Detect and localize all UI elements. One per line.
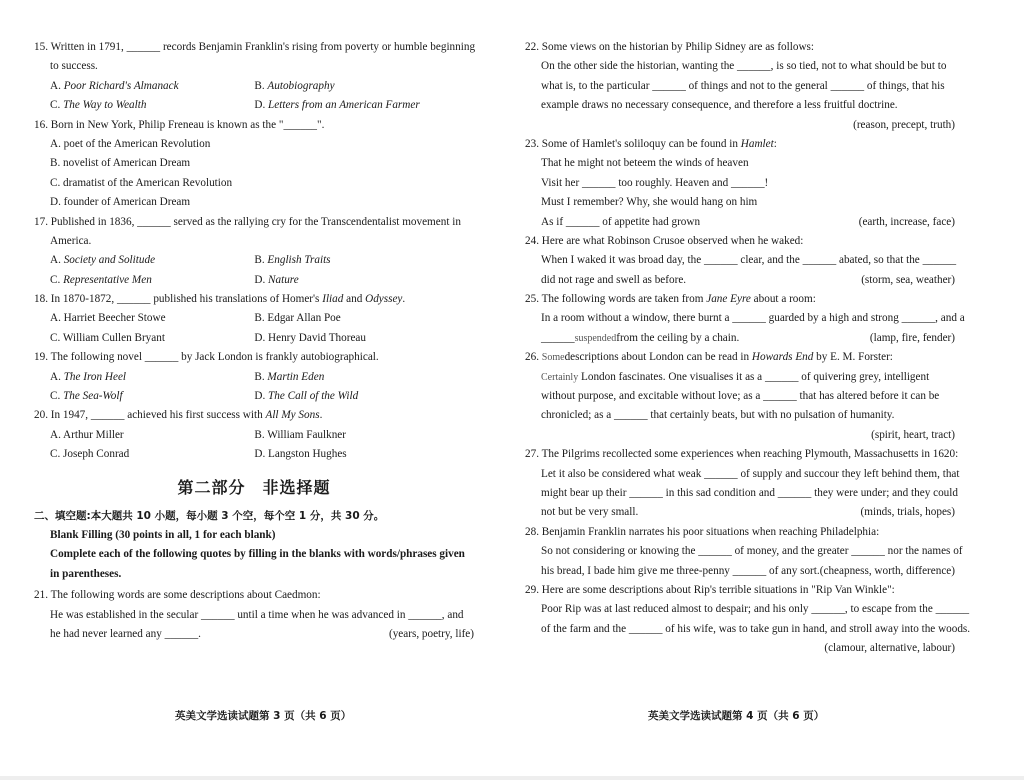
option-d[interactable]: D. The Call of the Wild bbox=[254, 390, 359, 403]
question-number: 22. bbox=[525, 41, 539, 53]
question-number: 19. bbox=[34, 351, 48, 364]
quote-line: London fascinates. One visualises it as a ______ of quivering grey, intelligent bbox=[578, 370, 930, 383]
quote-line: That he might not beteem the winds of heaven bbox=[541, 157, 749, 170]
right-page bbox=[525, 38, 971, 659]
quote-line: he had never learned any ______. bbox=[50, 627, 201, 640]
question-number: 23. bbox=[525, 137, 539, 150]
quote-line: On the other side the historian, wanting the ______, is so tied, not to what should be but to bbox=[541, 60, 947, 73]
option-b[interactable]: B. William Faulkner bbox=[254, 428, 346, 441]
quote-line: what is, to the particular ______ of things and not to the general ______ of things, that his bbox=[541, 79, 945, 92]
quote-line: Must I remember? Why, she would hang on him bbox=[541, 196, 758, 209]
question-number: 17. bbox=[34, 215, 48, 228]
quote-line: of the farm and the ______ of his wife, was to take gun in hand, and stroll away into the woods. bbox=[541, 622, 971, 635]
quote-line: So not considering or knowing the ______ of money, and the greater ______ nor the names of bbox=[541, 545, 963, 558]
question-number: 26. bbox=[525, 351, 539, 364]
question-20: 20. In 1947, ______ achieved his first success with All My Sons. A. Arthur Miller B. William Faulkner C. Joseph Conrad D. Langston Hughes bbox=[34, 406, 474, 464]
question-number: 29. bbox=[525, 583, 539, 596]
quote-line: Visit her ______ too roughly. Heaven and ______! bbox=[541, 176, 769, 189]
question-number: 16. bbox=[34, 118, 48, 131]
question-21: 21. The following words are some descriptions about Caedmon: He was established in the secular ______ until a time when he was advanced in ______, and he had never learned any ______. (years, poetry, life) bbox=[34, 586, 474, 644]
section-instruction-cn: 二、填空题:本大题共 10 小题，每小题 3 个空，每个空 1 分，共 30 分。 bbox=[34, 509, 385, 522]
question-19 bbox=[34, 348, 474, 406]
question-28: 28. Benjamin Franklin narrates his poor situations when reaching Philadelphia: So not considering or knowing the ______ of money, and the greater ______ nor the names of his bread, I bade him give me three-penny ______ of any sort. (cheapness, worth, difference) bbox=[525, 523, 955, 581]
word-hint: (reason, precept, truth) bbox=[853, 118, 955, 131]
question-24: 24. Here are what Robinson Crusoe observed when he waked: When I waked it was broad day, the ______ clear, and the ______ abated, so that the ______ did not rage and swell as before. (storm, sea, weather) bbox=[525, 232, 955, 290]
quote-line: example draws no necessary consequence, and therefore a less fruitful doctrine. bbox=[541, 99, 898, 112]
question-number: 27. bbox=[525, 448, 539, 461]
question-number: 20. bbox=[34, 409, 48, 422]
question-15 bbox=[34, 38, 474, 116]
question-stem-cont: to success. bbox=[50, 60, 98, 73]
option-a[interactable]: A. poet of the American Revolution bbox=[50, 137, 211, 150]
option-a[interactable]: A. Society and Solitude bbox=[50, 254, 156, 267]
quote-line: his bread, I bade him give me three-penny ______ of any sort. bbox=[541, 564, 820, 577]
quote-line: not but be very small. bbox=[541, 506, 639, 519]
question-number: 21. bbox=[34, 589, 48, 602]
section-instruction-en: in parentheses. bbox=[50, 567, 122, 580]
question-25: 25. The following words are taken from Jane Eyre about a room: In a room without a window, there burnt a ______ guarded by a high and strong ______, and a ______suspendedfrom the ceiling by a chain. (lamp, fire, fender) bbox=[525, 290, 955, 348]
question-stem: The following novel ______ by Jack London is frankly autobiographical. bbox=[50, 351, 379, 364]
quote-line: chronicled; as a ______ that certainly beats, but with no pulsation of humanity. bbox=[541, 409, 895, 422]
question-number: 25. bbox=[525, 293, 539, 306]
question-number: 15. bbox=[34, 41, 48, 53]
option-d[interactable]: D. Henry David Thoreau bbox=[254, 331, 366, 344]
option-a[interactable]: A. The Iron Heel bbox=[50, 370, 127, 383]
question-stem-cont: America. bbox=[50, 234, 92, 247]
question-18: 18. In 1870-1872, ______ published his translations of Homer's Iliad and Odyssey. A. Harriet Beecher Stowe B. Edgar Allan Poe C. William Cullen Bryant D. Henry David Thoreau bbox=[34, 290, 474, 348]
option-d[interactable]: D. Nature bbox=[254, 273, 299, 286]
quote-line: As if ______ of appetite had grown bbox=[541, 215, 701, 228]
option-a[interactable]: A. Arthur Miller bbox=[50, 428, 124, 441]
quote-line: Poor Rip was at last reduced almost to despair; and his only ______, to escape from the ______ bbox=[541, 603, 970, 616]
word-hint: (years, poetry, life) bbox=[388, 627, 474, 640]
quote-line: Let it also be considered what weak ______ of supply and succour they left behind them, that bbox=[541, 467, 960, 480]
question-26: 26. Somedescriptions about London can be read in Howards End by E. M. Forster: Certainly London fascinates. One visualises it as a ______ of quivering grey, intelligent without purpose, and excitable without love; as a ______ that has altered before it can be chronicled; as a ______ that certainly beats, but with no pulsation of humanity. (spirit, heart, tract) bbox=[525, 348, 955, 445]
question-22: 22. Some views on the historian by Philip Sidney are as follows: On the other side the historian, wanting the ______, is so tied, not to what should be but to what is, to the particular ______ of things and not to the general ______ of things, that his example draws no necessary consequence, and therefore a less fruitful doctrine. (reason, precept, truth) bbox=[525, 38, 955, 135]
left-page bbox=[34, 38, 474, 644]
word-hint: (storm, sea, weather) bbox=[861, 273, 955, 286]
word-hint: (spirit, heart, tract) bbox=[871, 428, 955, 441]
option-c[interactable]: C. Joseph Conrad bbox=[50, 448, 130, 461]
question-number: 24. bbox=[525, 234, 539, 247]
question-27: 27. The Pilgrims recollected some experiences when reaching Plymouth, Massachusetts in 1620: Let it also be considered what weak ______ of supply and succour they left behind them, that might bear up their ______ in this sad condition and ______ they were under; and they could not but be very small. (minds, trials, hopes) bbox=[525, 445, 955, 523]
question-16 bbox=[34, 116, 474, 213]
page-footer: 英美文学选读试题第 4 页（共 6 页） bbox=[648, 710, 825, 722]
option-b[interactable]: B. Edgar Allan Poe bbox=[254, 312, 341, 325]
question-stem: Published in 1836, ______ served as the rallying cry for the Transcendentalist movement in bbox=[50, 215, 461, 228]
section-instruction-en: Complete each of the following quotes by filling in the blanks with words/phrases given bbox=[50, 548, 465, 561]
question-29: 29. Here are some descriptions about Rip's terrible situations in "Rip Van Winkle": Poor Rip was at last reduced almost to despair; and his only ______, to escape from the ______ of the farm and the ______ of his wife, was to take gun in hand, and stroll away into the woods. (clamour, alternative, labour) bbox=[525, 581, 955, 659]
quote-line: might bear up their ______ in this sad condition and ______ they were under; and they could bbox=[541, 486, 958, 499]
page-footer: 英美文学选读试题第 3 页（共 6 页） bbox=[175, 710, 352, 722]
quote-line: He was established in the secular ______ until a time when he was advanced in ______, and bbox=[50, 608, 464, 621]
option-c[interactable]: C. dramatist of the American Revolution bbox=[50, 176, 233, 189]
word-hint: (cheapness, worth, difference) bbox=[819, 564, 955, 577]
section-instruction-en: Blank Filling (30 points in all, 1 for each blank) bbox=[50, 528, 276, 541]
word-hint: (clamour, alternative, labour) bbox=[824, 642, 955, 655]
quote-line: did not rage and swell as before. bbox=[541, 273, 687, 286]
question-23: 23. Some of Hamlet's soliloquy can be found in Hamlet: That he might not beteem the winds of heaven Visit her ______ too roughly. Heaven and ______! Must I remember? Why, she would hang on him As if ______ of appetite had grown (earth, increase, face) bbox=[525, 135, 955, 232]
option-d[interactable]: D. founder of American Dream bbox=[50, 196, 191, 209]
option-a[interactable]: A. Poor Richard's Almanack bbox=[50, 79, 179, 92]
question-17 bbox=[34, 213, 474, 291]
question-stem: Written in 1791, ______ records Benjamin Franklin's rising from poverty or humble beginning bbox=[50, 41, 476, 53]
option-a[interactable]: A. Harriet Beecher Stowe bbox=[50, 312, 166, 325]
option-b[interactable]: B. Autobiography bbox=[254, 79, 335, 92]
quote-line: without purpose, and excitable without love; as a ______ that has altered before it can be bbox=[541, 390, 940, 403]
option-b[interactable]: B. Martin Eden bbox=[254, 370, 325, 383]
word-hint: (earth, increase, face) bbox=[858, 215, 955, 228]
option-d[interactable]: D. Letters from an American Farmer bbox=[254, 99, 420, 112]
question-number: 18. bbox=[34, 293, 48, 306]
option-c[interactable]: C. Representative Men bbox=[50, 273, 152, 286]
option-b[interactable]: B. English Traits bbox=[254, 254, 331, 267]
option-c[interactable]: C. The Way to Wealth bbox=[50, 99, 147, 112]
quote-line: In a room without a window, there burnt a ______ guarded by a high and strong ______, and a bbox=[541, 312, 965, 325]
word-hint: (minds, trials, hopes) bbox=[860, 506, 955, 519]
question-stem: Born in New York, Philip Freneau is known as the "______". bbox=[50, 118, 325, 131]
word-hint: (lamp, fire, fender) bbox=[869, 331, 955, 344]
option-c[interactable]: C. The Sea-Wolf bbox=[50, 390, 123, 403]
option-c[interactable]: C. William Cullen Bryant bbox=[50, 331, 165, 344]
scan-edge bbox=[0, 776, 1024, 780]
quote-line: When I waked it was broad day, the ______ clear, and the ______ abated, so that the ______ bbox=[541, 254, 957, 267]
option-b[interactable]: B. novelist of American Dream bbox=[50, 157, 191, 170]
option-d[interactable]: D. Langston Hughes bbox=[254, 448, 347, 461]
section-title: 第二部分 非选择题 bbox=[177, 477, 331, 497]
question-number: 28. bbox=[525, 525, 539, 538]
